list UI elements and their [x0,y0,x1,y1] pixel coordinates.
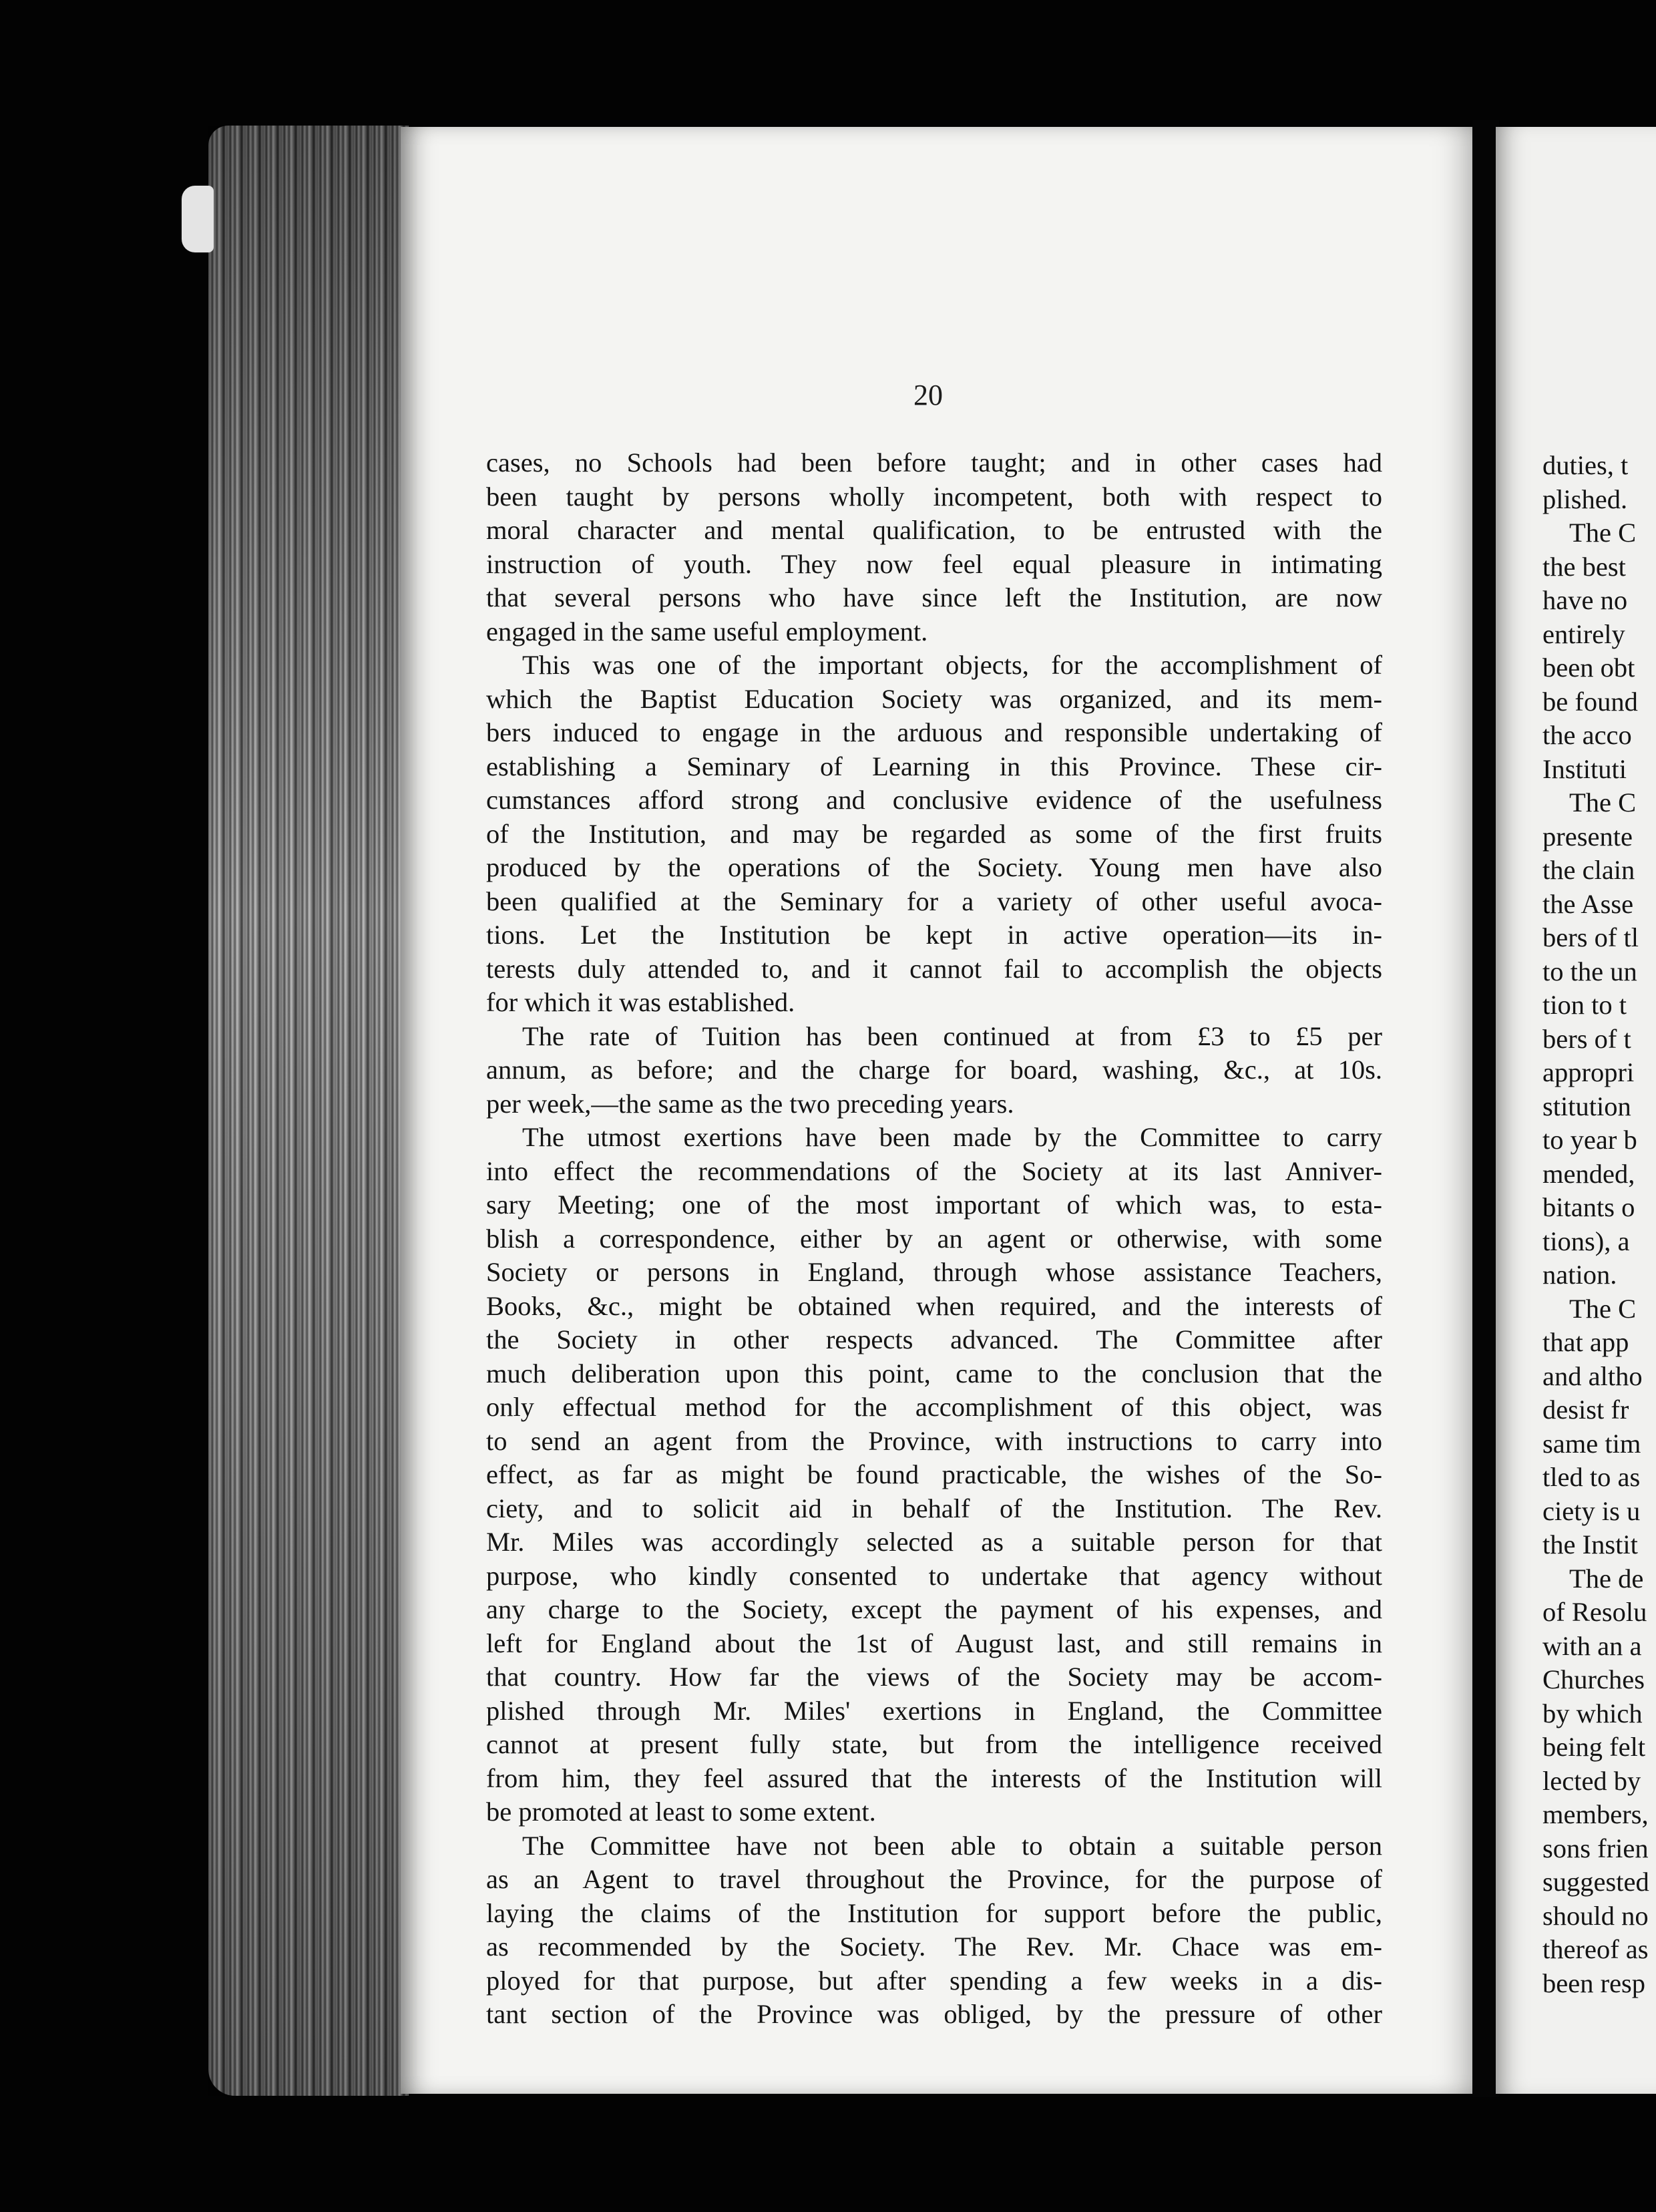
text-line: The utmost exertions have been made by the Committee to carry [522,1122,1382,1152]
text-line: same tim [1542,1428,1641,1459]
text-line: sary Meeting; one of the most important of which was, to esta- [486,1189,1382,1220]
text-line: should no [1542,1900,1649,1931]
text-line: the acco [1542,720,1632,750]
text-line: The C [1569,518,1637,548]
text-line: Instituti [1542,753,1627,784]
text-line: duties, t [1542,450,1629,480]
text-line: been obt [1542,653,1635,683]
page-clip [182,186,214,252]
text-line: Churches [1542,1664,1645,1694]
text-line: purpose, who kindly consented to undertake that agency without [486,1560,1382,1591]
text-line: The rate of Tuition has been continued at from £3 to £5 per [522,1021,1382,1051]
text-line: by which [1542,1698,1643,1728]
text-line: tled to as [1542,1462,1641,1492]
page-number: 20 [913,379,943,411]
text-line: any charge to the Society, except the payment of his expenses, and [486,1594,1382,1624]
text-line: being felt [1542,1732,1646,1762]
text-line: suggested [1542,1867,1649,1897]
text-line: members, [1542,1799,1649,1829]
text-line: for which it was established. [486,987,795,1017]
text-line: have no [1542,585,1628,615]
text-line: of Resolu [1542,1597,1647,1627]
text-line: The Committee have not been able to obtain a suitable person [522,1830,1382,1861]
right-page-text [1542,449,1656,2000]
text-line: produced by the operations of the Society. Young men have also [486,852,1382,882]
text-line: cumstances afford strong and conclusive evidence of the usefulness [486,785,1382,815]
text-line: the Asse [1542,888,1634,919]
text-line: bitants o [1542,1192,1635,1222]
text-line: plished through Mr. Miles' exertions in England, the Committee [486,1695,1382,1726]
text-line: to year b [1542,1125,1637,1155]
text-line: be found [1542,686,1638,717]
text-line: laying the claims of the Institution for support before the public, [486,1897,1382,1928]
text-line: plished. [1542,484,1628,514]
text-line: lected by [1542,1765,1641,1796]
text-line: thereof as [1542,1934,1649,1964]
main-body-text [486,446,1382,2032]
text-line: tion to t [1542,990,1627,1020]
book-gutter [1472,120,1499,2097]
text-line: that country. How far the views of the Society may be accom- [486,1662,1382,1692]
text-line: annum, as before; and the charge for board, washing, &c., at 10s. [486,1055,1382,1085]
text-line: bers induced to engage in the arduous and responsible undertaking of [486,717,1382,747]
text-line: the best [1542,551,1626,582]
text-line: left for England about the 1st of August last, and still remains in [486,1628,1382,1658]
text-line: ciety is u [1542,1495,1641,1526]
text-line: bers of tl [1542,922,1639,952]
book-fore-edge [208,126,409,2096]
text-line: of the Institution, and may be regarded as some of the first fruits [486,818,1382,849]
text-line: nation. [1542,1260,1617,1290]
text-line: appropri [1542,1057,1635,1087]
text-line: the clain [1542,855,1635,885]
text-line: presente [1542,821,1633,852]
text-line: sons frien [1542,1833,1649,1863]
text-line: tions), a [1542,1226,1630,1256]
text-line: and altho [1542,1360,1643,1391]
text-line: cannot at present fully state, but from the intelligence received [486,1729,1382,1759]
text-line: that several persons who have since left the Institution, are now [486,582,1382,612]
text-line: with an a [1542,1630,1642,1661]
text-line: stitution [1542,1091,1631,1121]
text-line: the Instit [1542,1529,1638,1559]
text-line: been qualified at the Seminary for a variety of other useful avoca- [486,886,1382,916]
text-line: effect, as far as might be found practicable, the wishes of the So- [486,1459,1382,1489]
text-line: bers of t [1542,1023,1631,1054]
text-line: been resp [1542,1968,1646,1998]
text-line: ciety, and to solicit aid in behalf of the Institution. The Rev. [486,1493,1382,1523]
text-line: desist fr [1542,1395,1629,1425]
text-line: tant section of the Province was obliged, by the pressure of other [486,1999,1382,2029]
text-line: The C [1569,1293,1637,1324]
text-line: Books, &c., might be obtained when required, and the interests of [486,1290,1382,1321]
text-line: be promoted at least to some extent. [486,1797,876,1827]
text-line: as recommended by the Society. The Rev. Mr. Chace was em- [486,1931,1382,1962]
text-line: ployed for that purpose, but after spending a few weeks in a dis- [486,1965,1382,1996]
text-line: Mr. Miles was accordingly selected as a suitable person for that [486,1527,1382,1557]
text-line: The C [1569,787,1637,817]
text-line: cases, no Schools had been before taught; and in other cases had [486,447,1382,478]
text-line: mended, [1542,1158,1635,1189]
text-line: that app [1542,1327,1629,1357]
text-line: instruction of youth. They now feel equal pleasure in intimating [486,548,1382,579]
text-line: to send an agent from the Province, with instructions to carry into [486,1425,1382,1456]
text-line: The de [1569,1563,1644,1594]
text-line: engaged in the same useful employment. [486,616,928,647]
text-line: per week,—the same as the two preceding years. [486,1088,1014,1119]
text-line: which the Baptist Education Society was organized, and its mem- [486,683,1382,714]
text-line: blish a correspondence, either by an agent or otherwise, with some [486,1223,1382,1254]
text-line: terests duly attended to, and it cannot fail to accomplish the objects [486,953,1382,984]
text-line: entirely [1542,618,1625,649]
text-line: This was one of the important objects, for the accomplishment of [522,650,1382,680]
text-line: moral character and mental qualification, to be entrusted with the [486,515,1382,545]
text-line: into effect the recommendations of the Society at its last Anniver- [486,1155,1382,1186]
text-line: establishing a Seminary of Learning in this Province. These cir- [486,751,1382,781]
text-line: as an Agent to travel throughout the Province, for the purpose of [486,1864,1382,1894]
text-line: to the un [1542,956,1637,986]
text-line: tions. Let the Institution be kept in active operation—its in- [486,920,1382,950]
text-line: the Society in other respects advanced. The Committee after [486,1324,1382,1354]
text-line: Society or persons in England, through whose assistance Teachers, [486,1257,1382,1287]
text-line: much deliberation upon this point, came to the conclusion that the [486,1358,1382,1389]
text-line: only effectual method for the accomplishment of this object, was [486,1392,1382,1422]
text-line: from him, they feel assured that the interests of the Institution will [486,1763,1382,1793]
text-line: been taught by persons wholly incompetent, both with respect to [486,481,1382,512]
